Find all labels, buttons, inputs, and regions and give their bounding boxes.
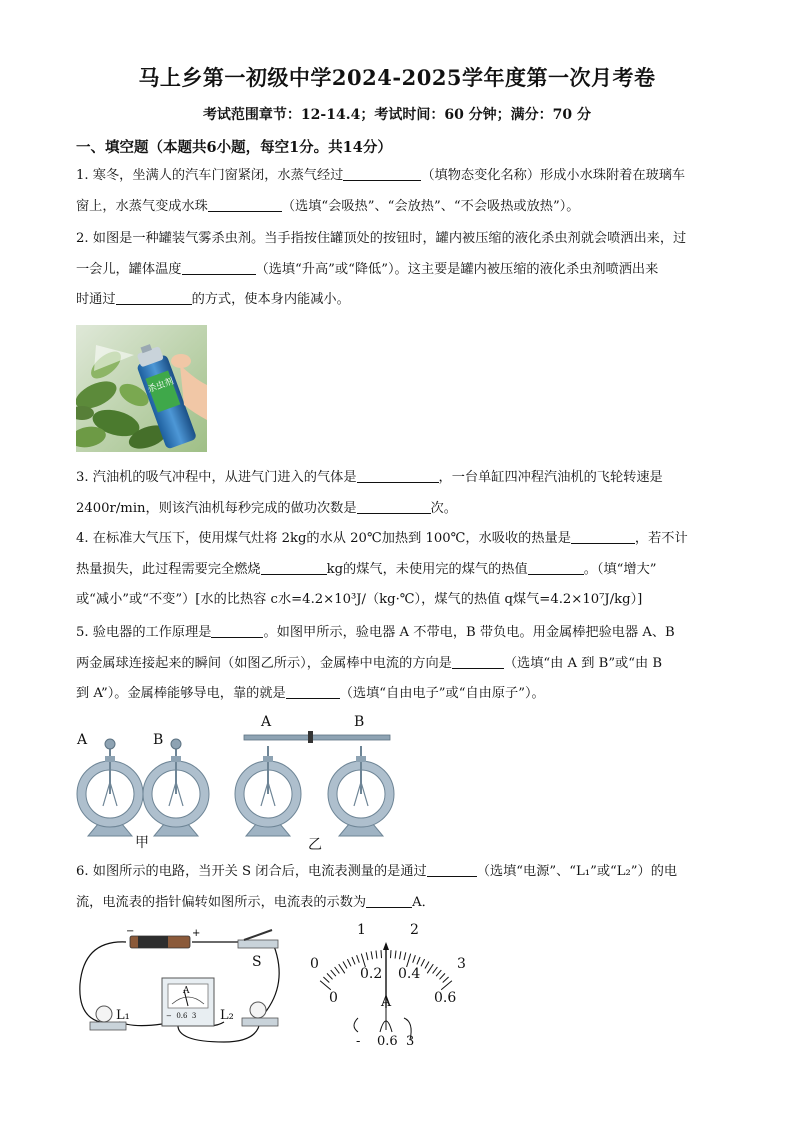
dial-tick <box>381 950 382 958</box>
dial-tick <box>331 970 336 976</box>
question-4: 4. 在标准大气压下，使用煤气灶将 2kg的水从 20℃加热到 100℃，水吸收的热量是 ，若不计 热量损失，此过程需要完全燃烧 kg的煤气，未使用完的煤气的热值 。（填“增大” 或“减小”或“不变”）[水的比热容 c水=4.2×10³J/（kg·℃），煤气的热值 q煤气=4.2×10⁷J/kg）] <box>76 524 720 616</box>
answer-blank[interactable] <box>116 288 192 305</box>
ammeter-terminals: − 0.6 3 <box>166 1012 197 1020</box>
answer-blank[interactable] <box>452 652 504 669</box>
answer-blank[interactable] <box>357 466 439 483</box>
dial-tick <box>347 959 351 966</box>
answer-blank[interactable] <box>211 621 263 638</box>
scale-top-0: 0 <box>310 956 319 972</box>
answer-blank[interactable] <box>528 558 584 575</box>
dial-tick <box>440 973 446 979</box>
dial-tick <box>327 973 333 979</box>
answer-blank[interactable] <box>343 164 421 181</box>
dial-tick <box>361 954 365 967</box>
lamp-l2-label: L₂ <box>220 1008 234 1023</box>
electroscope-a-label-connected: A <box>261 714 272 730</box>
dial-tick <box>443 977 449 983</box>
ammeter-dial <box>300 918 480 1058</box>
dial-tick <box>404 952 406 960</box>
dial-tick <box>352 957 355 964</box>
electroscope-b-label-connected: B <box>354 714 365 730</box>
answer-blank[interactable] <box>366 891 412 908</box>
lamp-l1-label: L₁ <box>116 1008 130 1023</box>
figure-jia-caption: 甲 <box>135 835 149 851</box>
battery-plus: + <box>192 928 201 939</box>
question-3: 3. 汽油机的吸气冲程中，从进气门进入的气体是 ，一台单缸四冲程汽油机的飞轮转速是 2400r/min，则该汽油机每秒完成的做功次数是 次。 <box>76 463 720 524</box>
insecticide-spray-photo <box>76 325 207 452</box>
question-2: 2. 如图是一种罐装气雾杀虫剂。当手指按住罐顶处的按钮时，罐内被压缩的液化杀虫剂就会喷洒出来，过 一会儿，罐体温度 （选填“升高”或“降低”）。这主要是罐内被压缩的液化杀虫剂喷洒出来 时通过 的方式，使本身内能减小。 <box>76 231 687 307</box>
electroscope-b-label: B <box>153 732 164 748</box>
can-label: 杀虫剂 <box>146 376 176 396</box>
answer-blank[interactable] <box>261 558 327 575</box>
dial-tick <box>425 962 429 969</box>
circuit-diagram <box>74 924 294 1048</box>
scale-bottom-02: 0.2 <box>360 966 383 982</box>
dial-tick <box>343 962 347 969</box>
section-heading: 一、填空题（本题共6小题，每空1分。共14分） <box>76 139 392 156</box>
dial-tick <box>433 967 438 973</box>
terminal-06: 0.6 <box>377 1034 398 1049</box>
dial-tick <box>376 951 377 959</box>
figure-yi-caption: 乙 <box>308 837 322 853</box>
exam-info: 考试范围章节：12-14.4；考试时间：60 分钟；满分：70 分 <box>202 107 592 123</box>
scale-top-3: 3 <box>457 956 466 972</box>
answer-blank[interactable] <box>286 682 340 699</box>
answer-blank[interactable] <box>182 258 256 275</box>
dial-tick <box>323 977 329 983</box>
question-6: 6. 如图所示的电路，当开关 S 闭合后，电流表测量的是通过 （选填“电源”、“L₁”或“L₂”）的电 流，电流表的指针偏转如图所示，电流表的示数为 A． <box>76 857 720 918</box>
scale-bottom-06: 0.6 <box>434 990 457 1006</box>
answer-blank[interactable] <box>357 497 431 514</box>
dial-tick <box>357 955 360 963</box>
dial-tick <box>407 954 411 967</box>
electroscope-figure <box>70 712 400 860</box>
terminal-3: 3 <box>406 1034 415 1049</box>
dial-tick <box>413 955 416 963</box>
answer-blank[interactable] <box>427 860 477 877</box>
dial-tick <box>421 959 425 966</box>
dial-tick <box>436 970 441 976</box>
battery-minus: − <box>126 926 135 937</box>
dial-tick <box>417 957 420 964</box>
answer-blank[interactable] <box>208 195 282 212</box>
scale-bottom-0: 0 <box>329 990 338 1006</box>
question-1: 1. 寒冬，坐满人的汽车门窗紧闭，水蒸气经过 （填物态变化名称）形成小水珠附着在玻璃车 窗上，水蒸气变成水珠 （选填“会吸热”、“会放热”、“不会吸热或放热”）。 <box>76 161 720 222</box>
dial-tick <box>400 951 401 959</box>
electroscope-a-label: A <box>77 732 88 748</box>
ammeter-symbol: A <box>183 986 190 996</box>
dial-tick <box>427 964 433 973</box>
dial-tick <box>395 951 396 959</box>
dial-tick <box>371 951 372 959</box>
scale-bottom-04: 0.4 <box>398 966 421 982</box>
dial-tick <box>391 950 392 958</box>
terminal-minus: - <box>356 1034 361 1049</box>
dial-tick <box>339 964 345 973</box>
switch-label: S <box>252 954 262 970</box>
scale-top-2: 2 <box>410 922 419 938</box>
question-5: 5. 验电器的工作原理是 。如图甲所示，验电器 A 不带电，B 带负电。用金属棒把验电器 A、B 两金属球连接起来的瞬间（如图乙所示），金属棒中电流的方向是 （选填“由 A 到 B”或“由 B 到 A”）。金属棒能够导电，靠的就是 （选填“自由电子”或“自由原子”）。 <box>76 618 720 710</box>
page-title: 马上乡第一初级中学2024-2025学年度第一次月考卷 <box>138 65 656 90</box>
dial-tick <box>335 967 340 973</box>
scale-top-1: 1 <box>357 922 366 938</box>
ammeter-unit: A <box>381 994 392 1010</box>
answer-blank[interactable] <box>571 527 635 544</box>
dial-tick <box>366 952 368 960</box>
